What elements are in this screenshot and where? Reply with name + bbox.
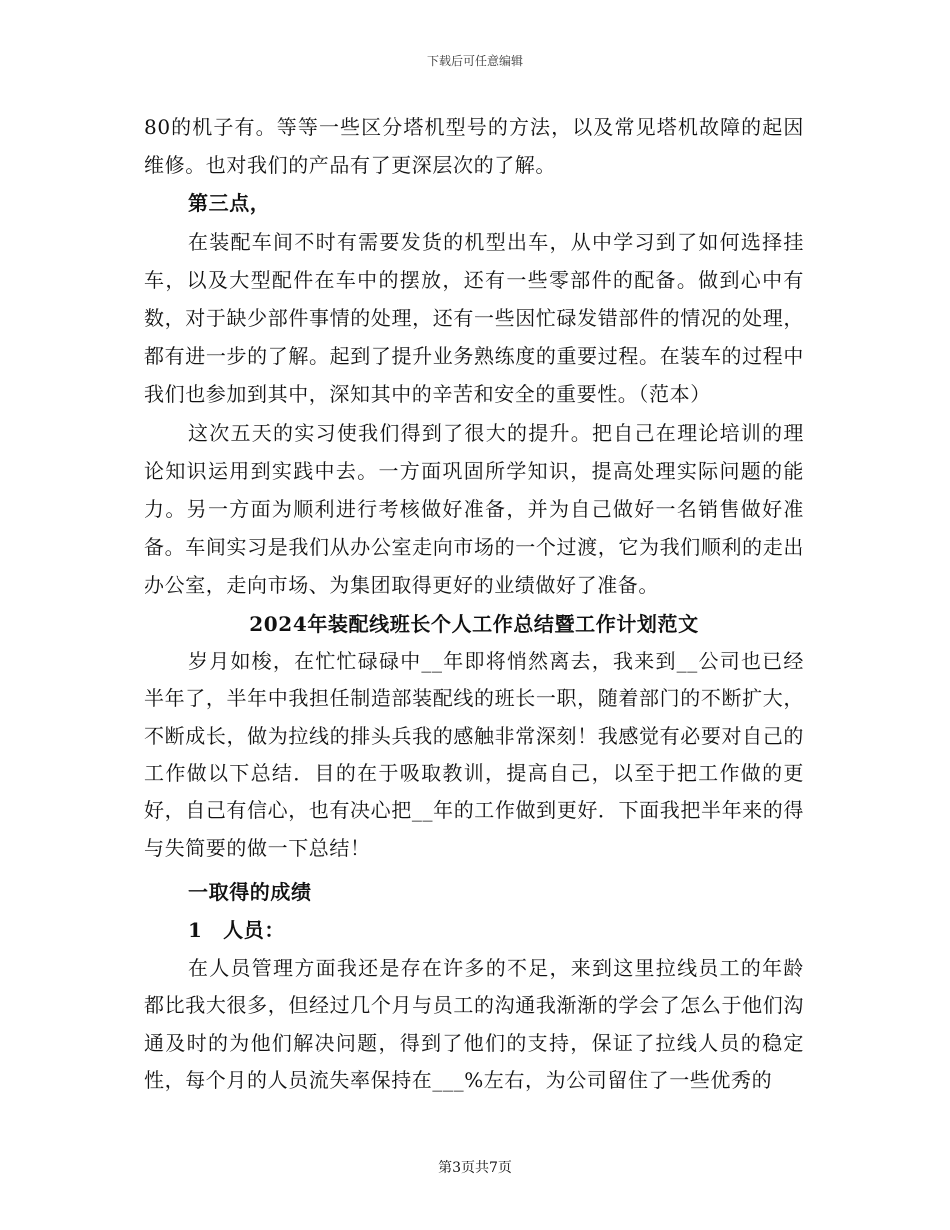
paragraph-personnel-management: 在人员管理方面我还是存在许多的不足，来到这里拉线员工的年龄都比我大很多，但经过几个月与员工的沟通我渐渐的学会了怎么于他们沟通及时的为他们解决问题，得到了他们的支持，保证了拉线人员的稳定性，每个月的人员流失率保持在___%左右，为公司留住了一些优秀的 (144, 955, 804, 1092)
paragraph-continuation: 80的机子有。等等一些区分塔机型号的方法，以及常见塔机故障的起因维修。也对我们的产品有了更深层次的了解。 (144, 115, 804, 178)
subheading-personnel: 1 人员： (188, 918, 285, 943)
paragraph-intro: 岁月如梭，在忙忙碌碌中__年即将悄然离去，我来到__公司也已经半年了，半年中我担任制造部装配线的班长一职，随着部门的不断扩大，不断成长，做为拉线的排头兵我的感触非常深刻！我感觉有必要对自己的工作做以下总结．目的在于吸取教训，提高自己，以至于把工作做的更好，自己有信心，也有决心把__年的工作做到更好．下面我把半年来的得与失简要的做一下总结！ (144, 648, 804, 860)
document-body (144, 108, 804, 1099)
page-header-note: 下载后可任意编辑 (426, 54, 523, 68)
page-footer-number: 第3页共7页 (438, 1160, 512, 1176)
section-heading-point-three: 第三点， (188, 191, 271, 216)
paragraph-internship-summary: 这次五天的实习使我们得到了很大的提升。把自己在理论培训的理论知识运用到实践中去。一方面巩固所学知识，提高处理实际问题的能力。另一方面为顺利进行考核做好准备，并为自己做好一名销售做好准备。车间实习是我们从办公室走向市场的一个过渡，它为我们顺利的走出办公室，走向市场、为集团取得更好的业绩做好了准备。 (144, 420, 804, 598)
section-heading-achievements: 一取得的成绩 (188, 880, 312, 905)
paragraph-assembly-workshop: 在装配车间不时有需要发货的机型出车，从中学习到了如何选择挂车，以及大型配件在车中的摆放，还有一些零部件的配备。做到心中有数，对于缺少部件事情的处理，还有一些因忙碌发错部件的情况的处理，都有进一步的了解。起到了提升业务熟练度的重要过程。在装车的过程中我们也参加到其中，深知其中的辛苦和安全的重要性。（范本） (144, 229, 804, 407)
document-title: 2024年装配线班长个人工作总结暨工作计划范文 (249, 611, 699, 636)
